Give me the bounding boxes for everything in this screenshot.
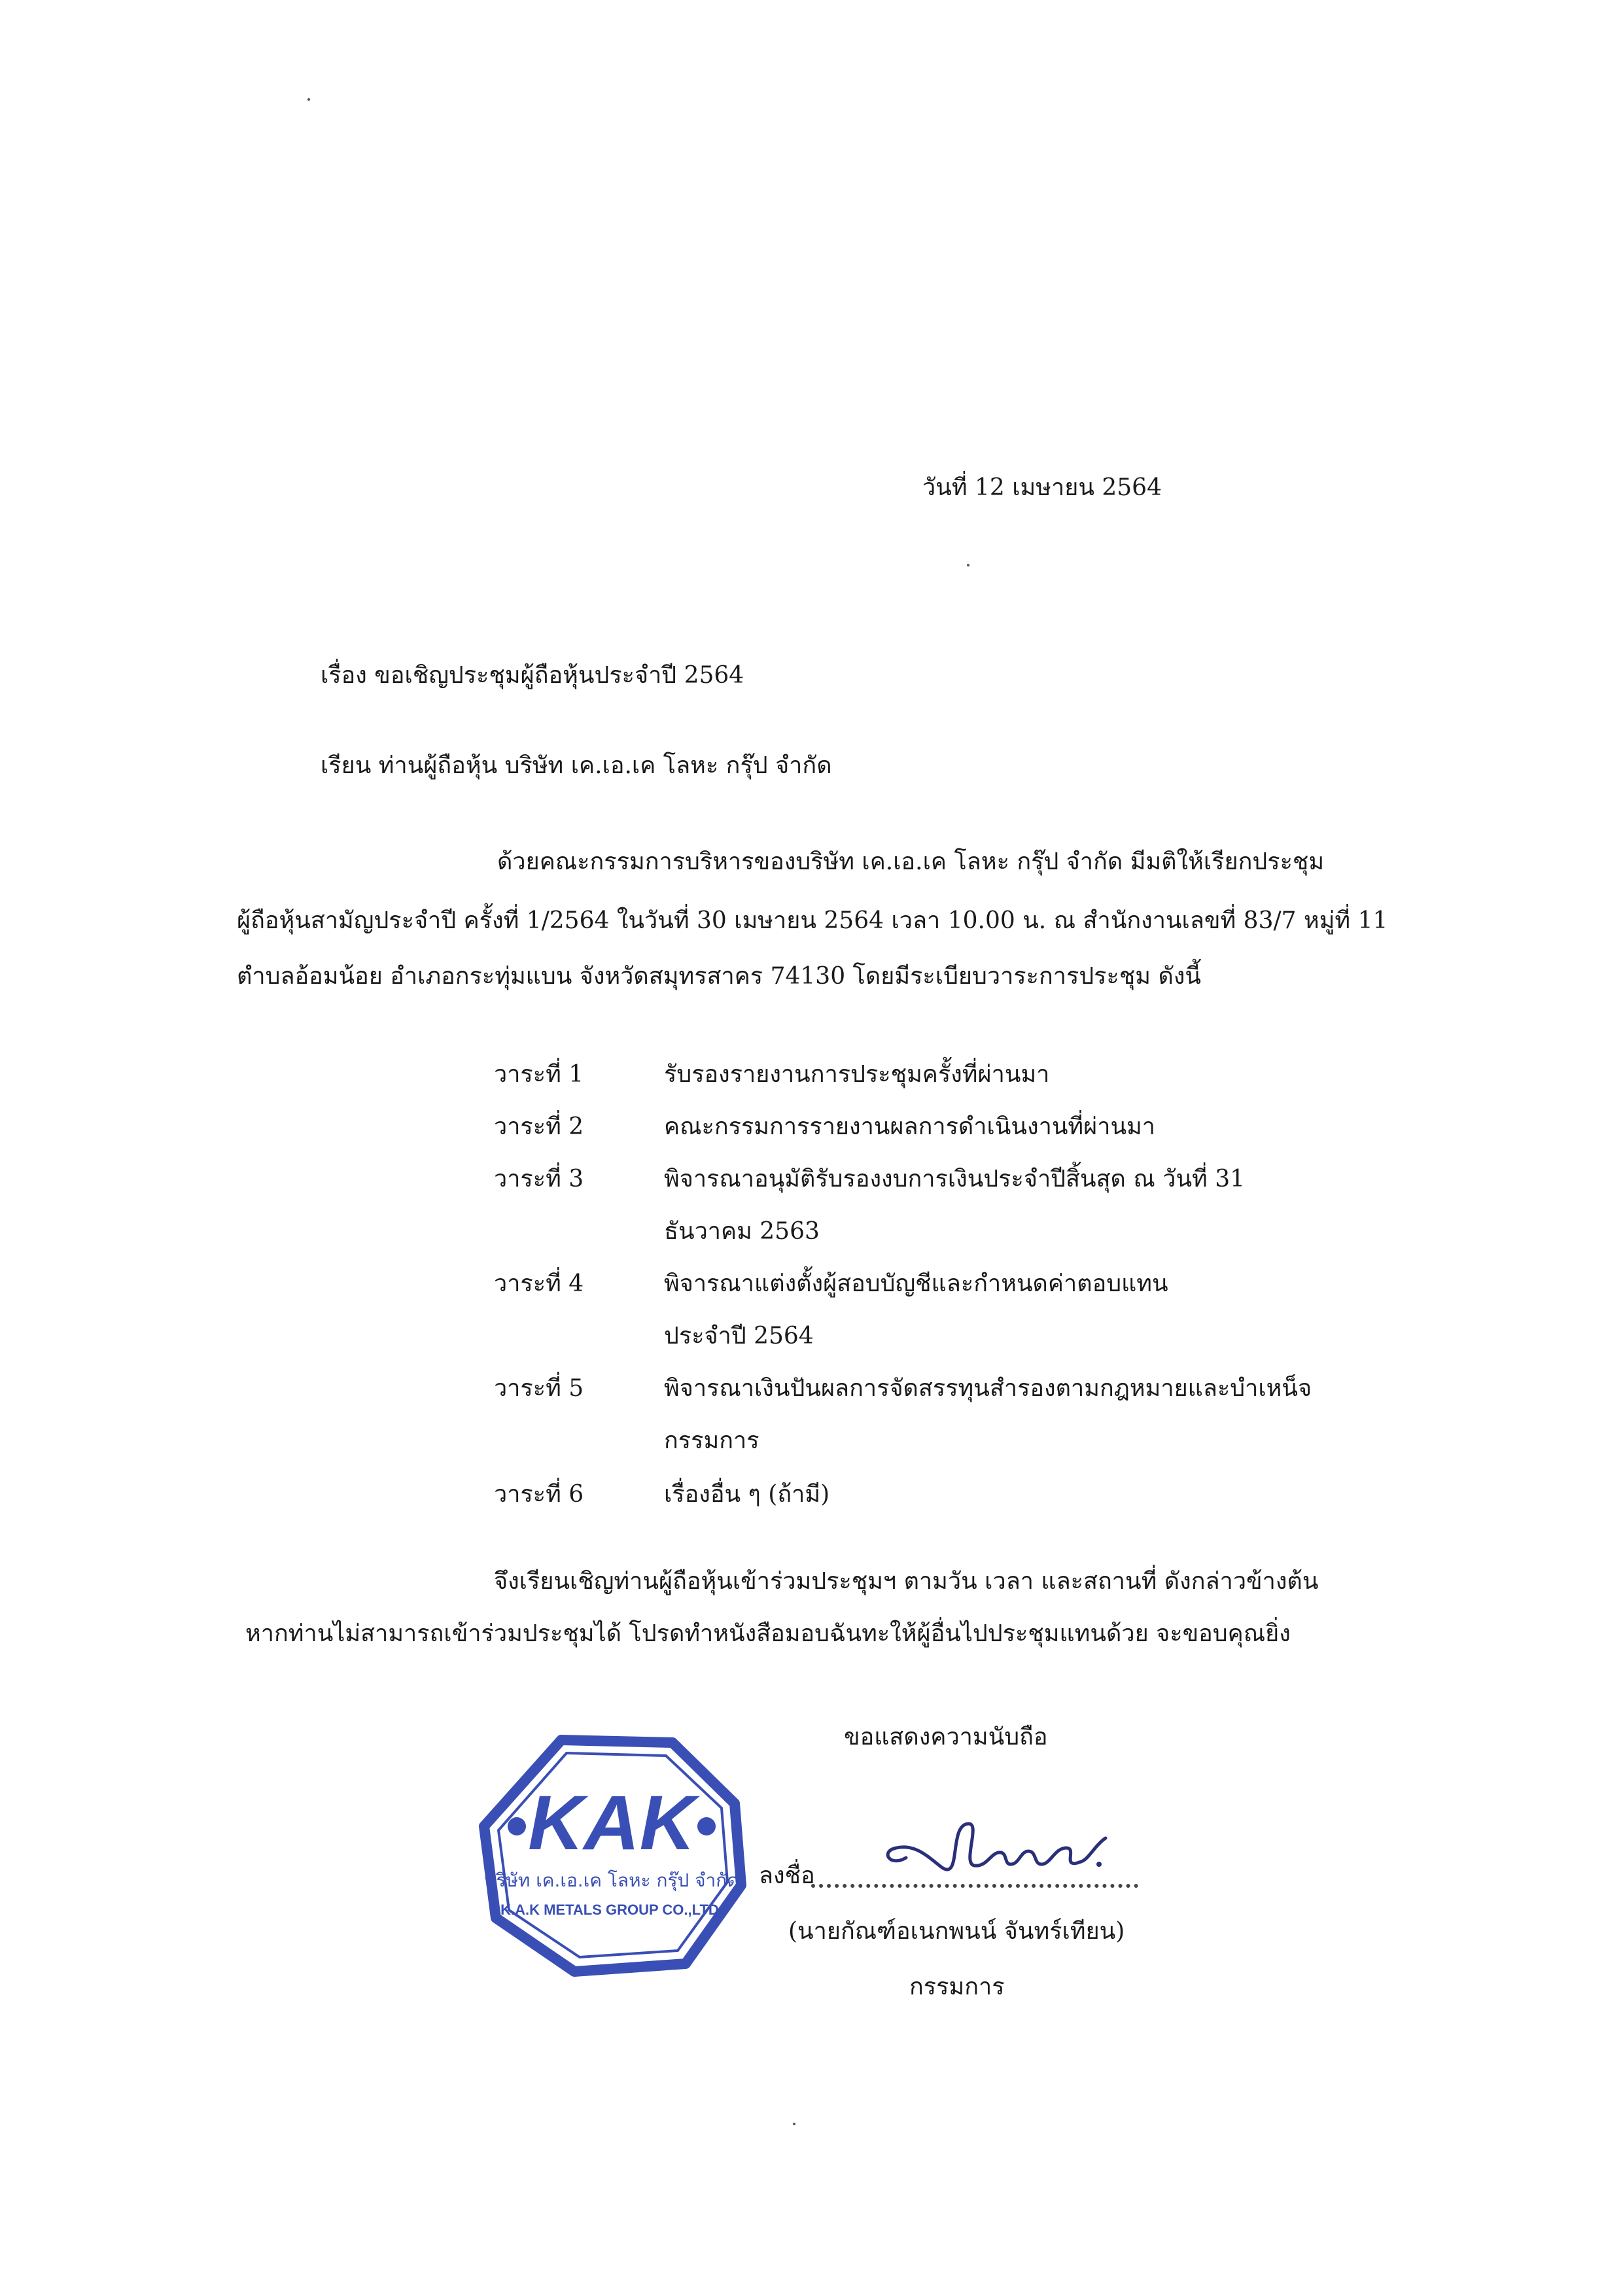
closing-paragraph-line-2: หากท่านไม่สามารถเข้าร่วมประชุมได้ โปรดทำหนังสือมอบฉันทะให้ผู้อื่นไปประชุมแทนด้วย จะขอบคุณยิ่ง: [245, 1620, 1291, 1647]
seal-english-name: K.A.K METALS GROUP CO.,LTD.: [500, 1902, 723, 1918]
agenda-text: รับรองรายงานการประชุมครั้งที่ผ่านมา: [664, 1061, 1050, 1088]
agenda-text: พิจารณาอนุมัติรับรองงบการเงินประจำปีสิ้นสุด ณ วันที่ 31: [664, 1166, 1246, 1192]
intro-line-2: ผู้ถือหุ้นสามัญประจำปี ครั้งที่ 1/2564 ในวันที่ 30 เมษายน 2564 เวลา 10.00 น. ณ สำนักงานเลขที่ 83/7 หมู่ที่ 11: [237, 907, 1388, 934]
agenda-number: วาระที่ 6: [494, 1481, 584, 1508]
signer-name: (นายกัณฑ์อเนกพนน์ จันทร์เทียน): [788, 1918, 1125, 1945]
scan-speck: [307, 98, 310, 101]
agenda-number: วาระที่ 1: [494, 1061, 584, 1088]
handwritten-signature: [870, 1812, 1119, 1890]
letter-subject: เรื่อง ขอเชิญประชุมผู้ถือหุ้นประจำปี 2564: [321, 662, 744, 689]
scan-speck: [793, 2123, 795, 2125]
agenda-text: คณะกรรมการรายงานผลการดำเนินงานที่ผ่านมา: [664, 1113, 1156, 1140]
agenda-number: วาระที่ 2: [494, 1113, 584, 1140]
recycle-icon: [697, 1817, 716, 1835]
agenda-text: เรื่องอื่น ๆ (ถ้ามี): [664, 1481, 830, 1508]
recycle-icon: [508, 1817, 526, 1835]
closing-phrase: ขอแสดงความนับถือ: [844, 1724, 1048, 1750]
agenda-number: วาระที่ 3: [494, 1166, 584, 1192]
company-seal: [476, 1735, 748, 1977]
closing-paragraph-line-1: จึงเรียนเชิญท่านผู้ถือหุ้นเข้าร่วมประชุมฯ ตามวัน เวลา และสถานที่ ดังกล่าวข้างต้น: [494, 1568, 1319, 1595]
seal-logo: KAK: [528, 1780, 695, 1866]
agenda-text-continued: ประจำปี 2564: [664, 1323, 814, 1349]
intro-line-3: ตำบลอ้อมน้อย อำเภอกระทุ่มแบน จังหวัดสมุทรสาคร 74130 โดยมีระเบียบวาระการประชุม ดังนี้: [237, 963, 1202, 990]
agenda-text-continued: กรรมการ: [664, 1427, 759, 1454]
letter-salutation: เรียน ท่านผู้ถือหุ้น บริษัท เค.เอ.เค โลหะ กรุ๊ป จำกัด: [321, 752, 832, 779]
intro-line-1: ด้วยคณะกรรมการบริหารของบริษัท เค.เอ.เค โลหะ กรุ๊ป จำกัด มีมติให้เรียกประชุม: [497, 848, 1325, 875]
letter-date: วันที่ 12 เมษายน 2564: [922, 474, 1162, 501]
agenda-number: วาระที่ 4: [494, 1270, 584, 1297]
agenda-number: วาระที่ 5: [494, 1375, 584, 1402]
scan-speck: [967, 564, 969, 566]
seal-thai-name: บริษัท เค.เอ.เค โลหะ กรุ๊ป จำกัด: [484, 1870, 739, 1891]
agenda-text-continued: ธันวาคม 2563: [664, 1218, 820, 1245]
agenda-text: พิจารณาเงินปันผลการจัดสรรทุนสำรองตามกฎหมายและบำเหน็จ: [664, 1375, 1312, 1402]
sign-label: ลงชื่อ: [759, 1862, 815, 1889]
signer-position: กรรมการ: [909, 1974, 1005, 2000]
agenda-text: พิจารณาแต่งตั้งผู้สอบบัญชีและกำหนดค่าตอบแทน: [664, 1270, 1168, 1297]
